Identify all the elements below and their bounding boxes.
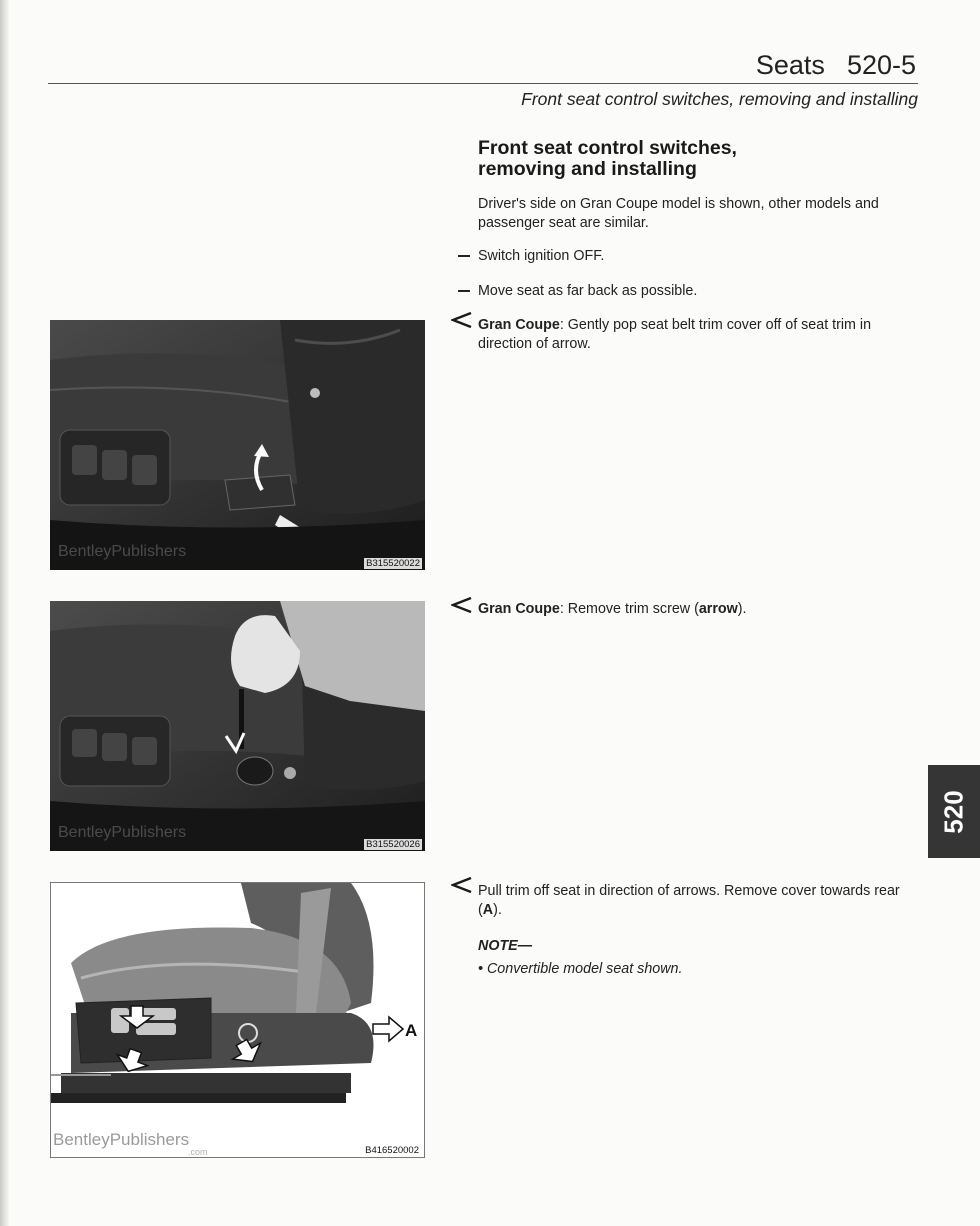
chapter-tab-number: 520: [938, 789, 969, 834]
running-subtitle: Front seat control switches, removing and installing: [521, 89, 918, 109]
model-name: Gran Coupe: [478, 317, 560, 333]
note-label: NOTE—: [478, 938, 533, 954]
intro-paragraph: Driver's side on Gran Coupe model is shown, other models and passenger seat are similar.: [478, 196, 879, 231]
left-pointer-icon: [451, 876, 473, 894]
section-title-line2: removing and installing: [478, 158, 697, 180]
step-pull-trim: [478, 882, 918, 919]
page-header: [756, 50, 916, 81]
step-pop-trim-cover: [478, 316, 908, 353]
step-text: : Gently pop seat belt trim cover off of seat trim in direction of arrow.: [478, 317, 872, 352]
model-name: Gran Coupe: [478, 601, 560, 617]
note-block: [478, 937, 682, 978]
chapter-side-tab: [928, 765, 980, 858]
callout-label-a: A: [405, 1021, 418, 1040]
step-text: Pull trim off seat in direction of arrows. Remove cover towards rear (: [478, 883, 900, 918]
figure-code: B416520002: [365, 1145, 419, 1156]
seat-illustration: [51, 883, 424, 1157]
seat-photo: [50, 601, 425, 851]
left-pointer-icon: [451, 596, 473, 614]
chapter-title: Seats: [755, 50, 825, 80]
header-rule: [48, 83, 918, 84]
watermark-sub: .com: [188, 1147, 208, 1157]
watermark: BentleyPublishers: [58, 543, 187, 560]
step-switch-ignition: Switch ignition OFF.: [478, 248, 605, 264]
seat-photo: [50, 320, 425, 570]
watermark: BentleyPublishers: [58, 824, 187, 841]
watermark: BentleyPublishers: [53, 1130, 190, 1149]
step-text: ).: [737, 601, 747, 617]
step-move-seat: Move seat as far back as possible.: [478, 283, 698, 299]
step-text: : Remove trim screw (: [559, 601, 699, 617]
section-title-line1: Front seat control switches,: [478, 137, 737, 159]
step-text: ).: [493, 901, 502, 918]
figure-code: B315520026: [366, 839, 420, 850]
callout-ref: A: [482, 901, 494, 918]
figure-trim-screw: [50, 601, 425, 851]
step-remove-trim-screw: [478, 600, 908, 619]
note-text: • Convertible model seat shown.: [478, 960, 683, 977]
left-pointer-icon: [451, 311, 473, 329]
figure-code: B315520022: [366, 558, 420, 569]
figure-pull-trim: [50, 882, 425, 1158]
page-number: 520-5: [846, 50, 916, 80]
page-binding-edge: [0, 0, 9, 1226]
figure-seat-belt-trim: [50, 320, 425, 570]
step-dash: [458, 290, 470, 292]
section-title: [478, 138, 778, 180]
step-dash: [458, 255, 470, 257]
arrow-ref: arrow: [698, 601, 738, 617]
